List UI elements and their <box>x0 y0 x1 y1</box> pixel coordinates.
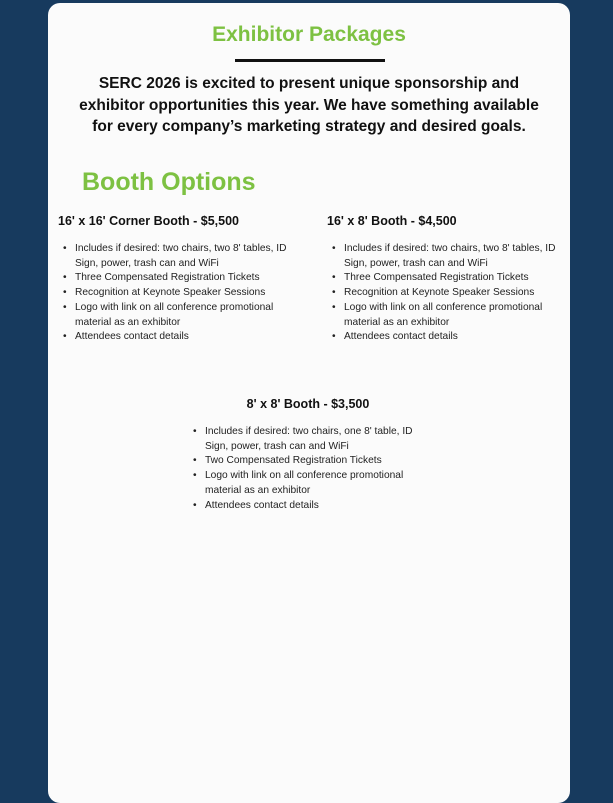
bullet-icon: • <box>332 331 336 343</box>
feature-item <box>58 286 303 301</box>
bullet-icon: • <box>332 243 336 254</box>
feature-text: Three Compensated Registration Tickets <box>344 272 529 284</box>
feature-item <box>58 271 303 286</box>
bullet-icon: • <box>193 470 197 482</box>
feature-item <box>327 301 567 330</box>
booth-corner-16x16 <box>58 213 303 345</box>
booth-title: 8' x 8' Booth - $3,500 <box>246 397 370 411</box>
feature-text: Includes if desired: two chairs, two 8' tables, ID Sign, power, trash can and WiFi <box>75 243 287 269</box>
feature-text: Recognition at Keynote Speaker Sessions <box>344 287 535 299</box>
bullet-icon: • <box>63 301 67 313</box>
feature-text: Includes if desired: two chairs, two 8' tables, ID Sign, power, trash can and WiFi <box>344 243 556 269</box>
booth-16x8 <box>327 213 567 345</box>
bullet-icon: • <box>63 243 67 254</box>
feature-text: Logo with link on all conference promotional material as an exhibitor <box>344 301 543 328</box>
document-page <box>48 3 570 803</box>
feature-item <box>327 271 567 286</box>
bullet-icon: • <box>332 287 336 299</box>
bullet-icon: • <box>193 499 197 511</box>
feature-text: Attendees contact details <box>75 331 189 343</box>
booth-title: 16' x 16' Corner Booth - $5,500 <box>58 214 240 228</box>
feature-item <box>188 499 428 514</box>
booth-feature-list <box>58 242 303 345</box>
feature-text: Includes if desired: two chairs, one 8' table, ID Sign, power, trash can and WiFi <box>205 426 413 452</box>
bullet-icon: • <box>63 331 67 343</box>
booth-feature-list <box>327 242 567 345</box>
feature-text: Attendees contact details <box>344 331 458 343</box>
bullet-icon: • <box>332 301 336 313</box>
feature-item <box>327 242 567 271</box>
title-underline <box>235 59 385 62</box>
feature-text: Logo with link on all conference promotional material as an exhibitor <box>75 301 274 328</box>
bullet-icon: • <box>332 272 336 284</box>
feature-item <box>188 469 428 498</box>
feature-text: Recognition at Keynote Speaker Sessions <box>75 287 266 299</box>
booth-8x8 <box>188 396 428 513</box>
feature-text: Three Compensated Registration Tickets <box>75 272 260 284</box>
bullet-icon: • <box>63 272 67 284</box>
feature-item <box>327 286 567 301</box>
feature-item <box>58 330 303 345</box>
section-heading-booth-options: Booth Options <box>82 168 256 196</box>
booth-title: 16' x 8' Booth - $4,500 <box>327 214 457 228</box>
feature-text: Two Compensated Registration Tickets <box>205 455 382 467</box>
feature-item <box>188 454 428 469</box>
feature-text: Logo with link on all conference promotional material as an exhibitor <box>205 470 404 496</box>
bullet-icon: • <box>193 455 197 467</box>
bullet-icon: • <box>63 287 67 299</box>
feature-item <box>188 425 428 454</box>
intro-paragraph: SERC 2026 is excited to present unique sponsorship and exhibitor opportunities this year. We have something available for every company’s marketing strategy and desired goals. <box>79 75 539 135</box>
page-title: Exhibitor Packages <box>212 23 406 46</box>
booth-feature-list <box>188 425 428 513</box>
feature-item <box>327 330 567 345</box>
feature-item <box>58 242 303 271</box>
bullet-icon: • <box>193 426 197 437</box>
feature-item <box>58 301 303 330</box>
feature-text: Attendees contact details <box>205 499 319 511</box>
